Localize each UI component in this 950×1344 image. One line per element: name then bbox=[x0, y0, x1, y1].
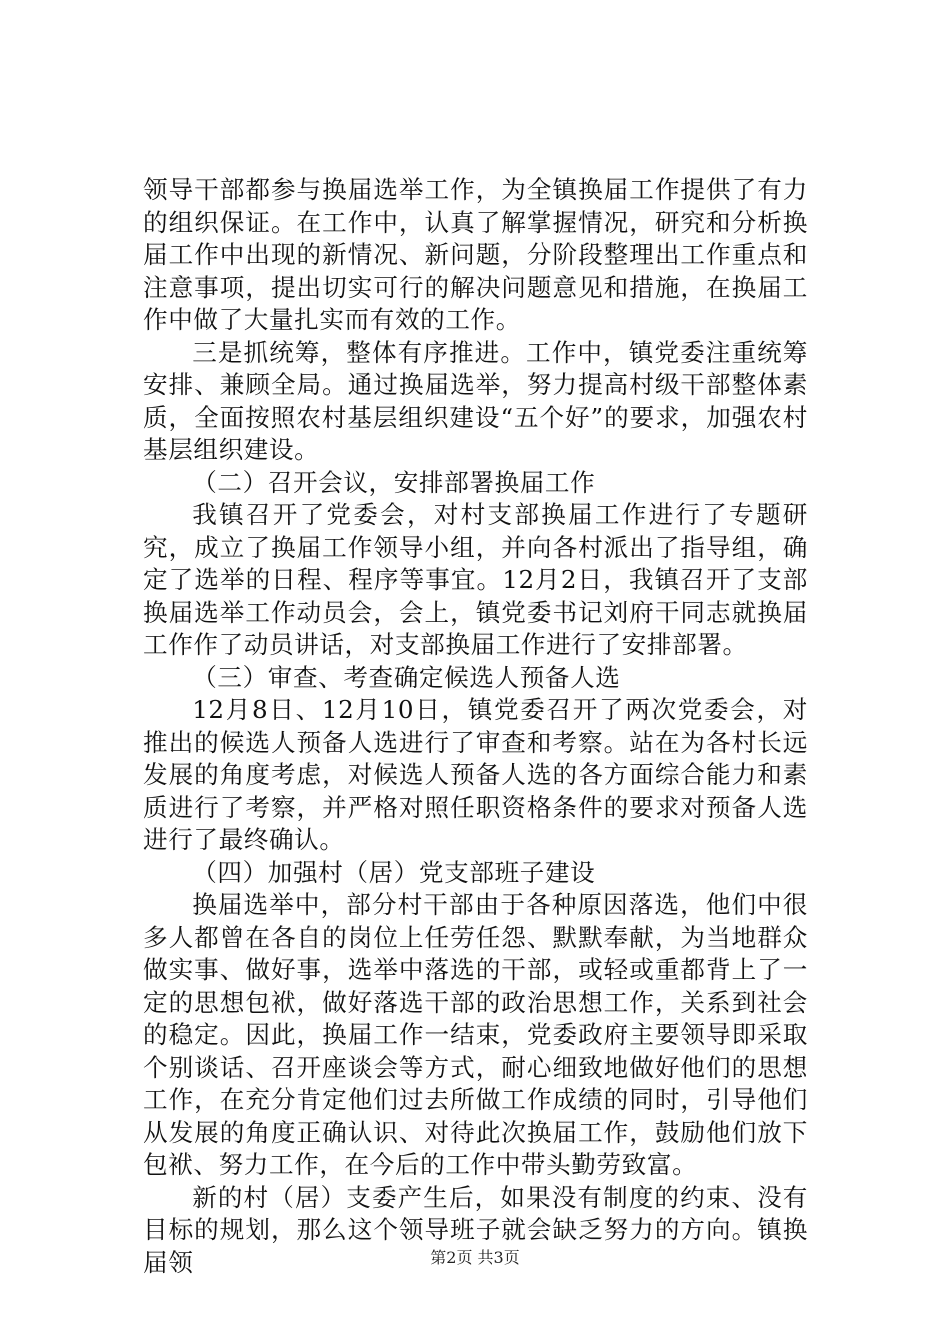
document-body bbox=[143, 174, 808, 1279]
page-number-footer: 第2页 共3页 bbox=[430, 1248, 520, 1267]
paragraph-meeting: 我镇召开了党委会，对村支部换届工作进行了专题研究，成立了换届工作领导小组，并向各村派出了指导组，确定了选举的日程、程序等事宜。12月2日，我镇召开了支部换届选举工作动员会，会上，镇党委书记刘府干同志就换届工作作了动员讲话，对支部换届工作进行了安排部署。 bbox=[143, 500, 808, 659]
paragraph-team-building: 换届选举中，部分村干部由于各种原因落选，他们中很多人都曾在各自的岗位上任劳任怨、默默奉献，为当地群众做实事、做好事，选举中落选的干部，或轻或重都背上了一定的思想包袱，做好落选干部的政治思想工作，关系到社会的稳定。因此，换届工作一结束，党委政府主要领导即采取个别谈话、召开座谈会等方式，耐心细致地做好他们的思想工作，在充分肯定他们过去所做工作成绩的同时，引导他们从发展的角度正确认识、对待此次换届工作，鼓励他们放下包袱、努力工作，在今后的工作中带头勤劳致富。 bbox=[143, 890, 808, 1179]
paragraph-new-committee: 新的村（居）支委产生后，如果没有制度的约束、没有目标的规划，那么这个领导班子就会缺乏努力的方向。镇换届领 bbox=[143, 1182, 808, 1277]
paragraph-point-three: 三是抓统筹，整体有序推进。工作中，镇党委注重统筹安排、兼顾全局。通过换届选举，努力提高村级干部整体素质，全面按照农村基层组织建设“五个好”的要求，加强农村基层组织建设。 bbox=[143, 337, 808, 464]
paragraph-review: 12月8日、12月10日，镇党委召开了两次党委会，对推出的候选人预备人选进行了审查和考察。站在为各村长远发展的角度考虑，对候选人预备人选的各方面综合能力和素质进行了考察，并严格对照任职资格条件的要求对预备人选进行了最终确认。 bbox=[143, 695, 808, 854]
paragraph-continuation: 领导干部都参与换届选举工作，为全镇换届工作提供了有力的组织保证。在工作中，认真了解掌握情况，研究和分析换届工作中出现的新情况、新问题，分阶段整理出工作重点和注意事项，提出切实可行的解决问题意见和措施，在换届工作中做了大量扎实而有效的工作。 bbox=[143, 175, 808, 334]
section-heading-3: （三）审查、考查确定候选人预备人选 bbox=[192, 662, 621, 692]
section-heading-4: （四）加强村（居）党支部班子建设 bbox=[192, 857, 596, 887]
section-heading-2: （二）召开会议，安排部署换届工作 bbox=[192, 467, 596, 497]
